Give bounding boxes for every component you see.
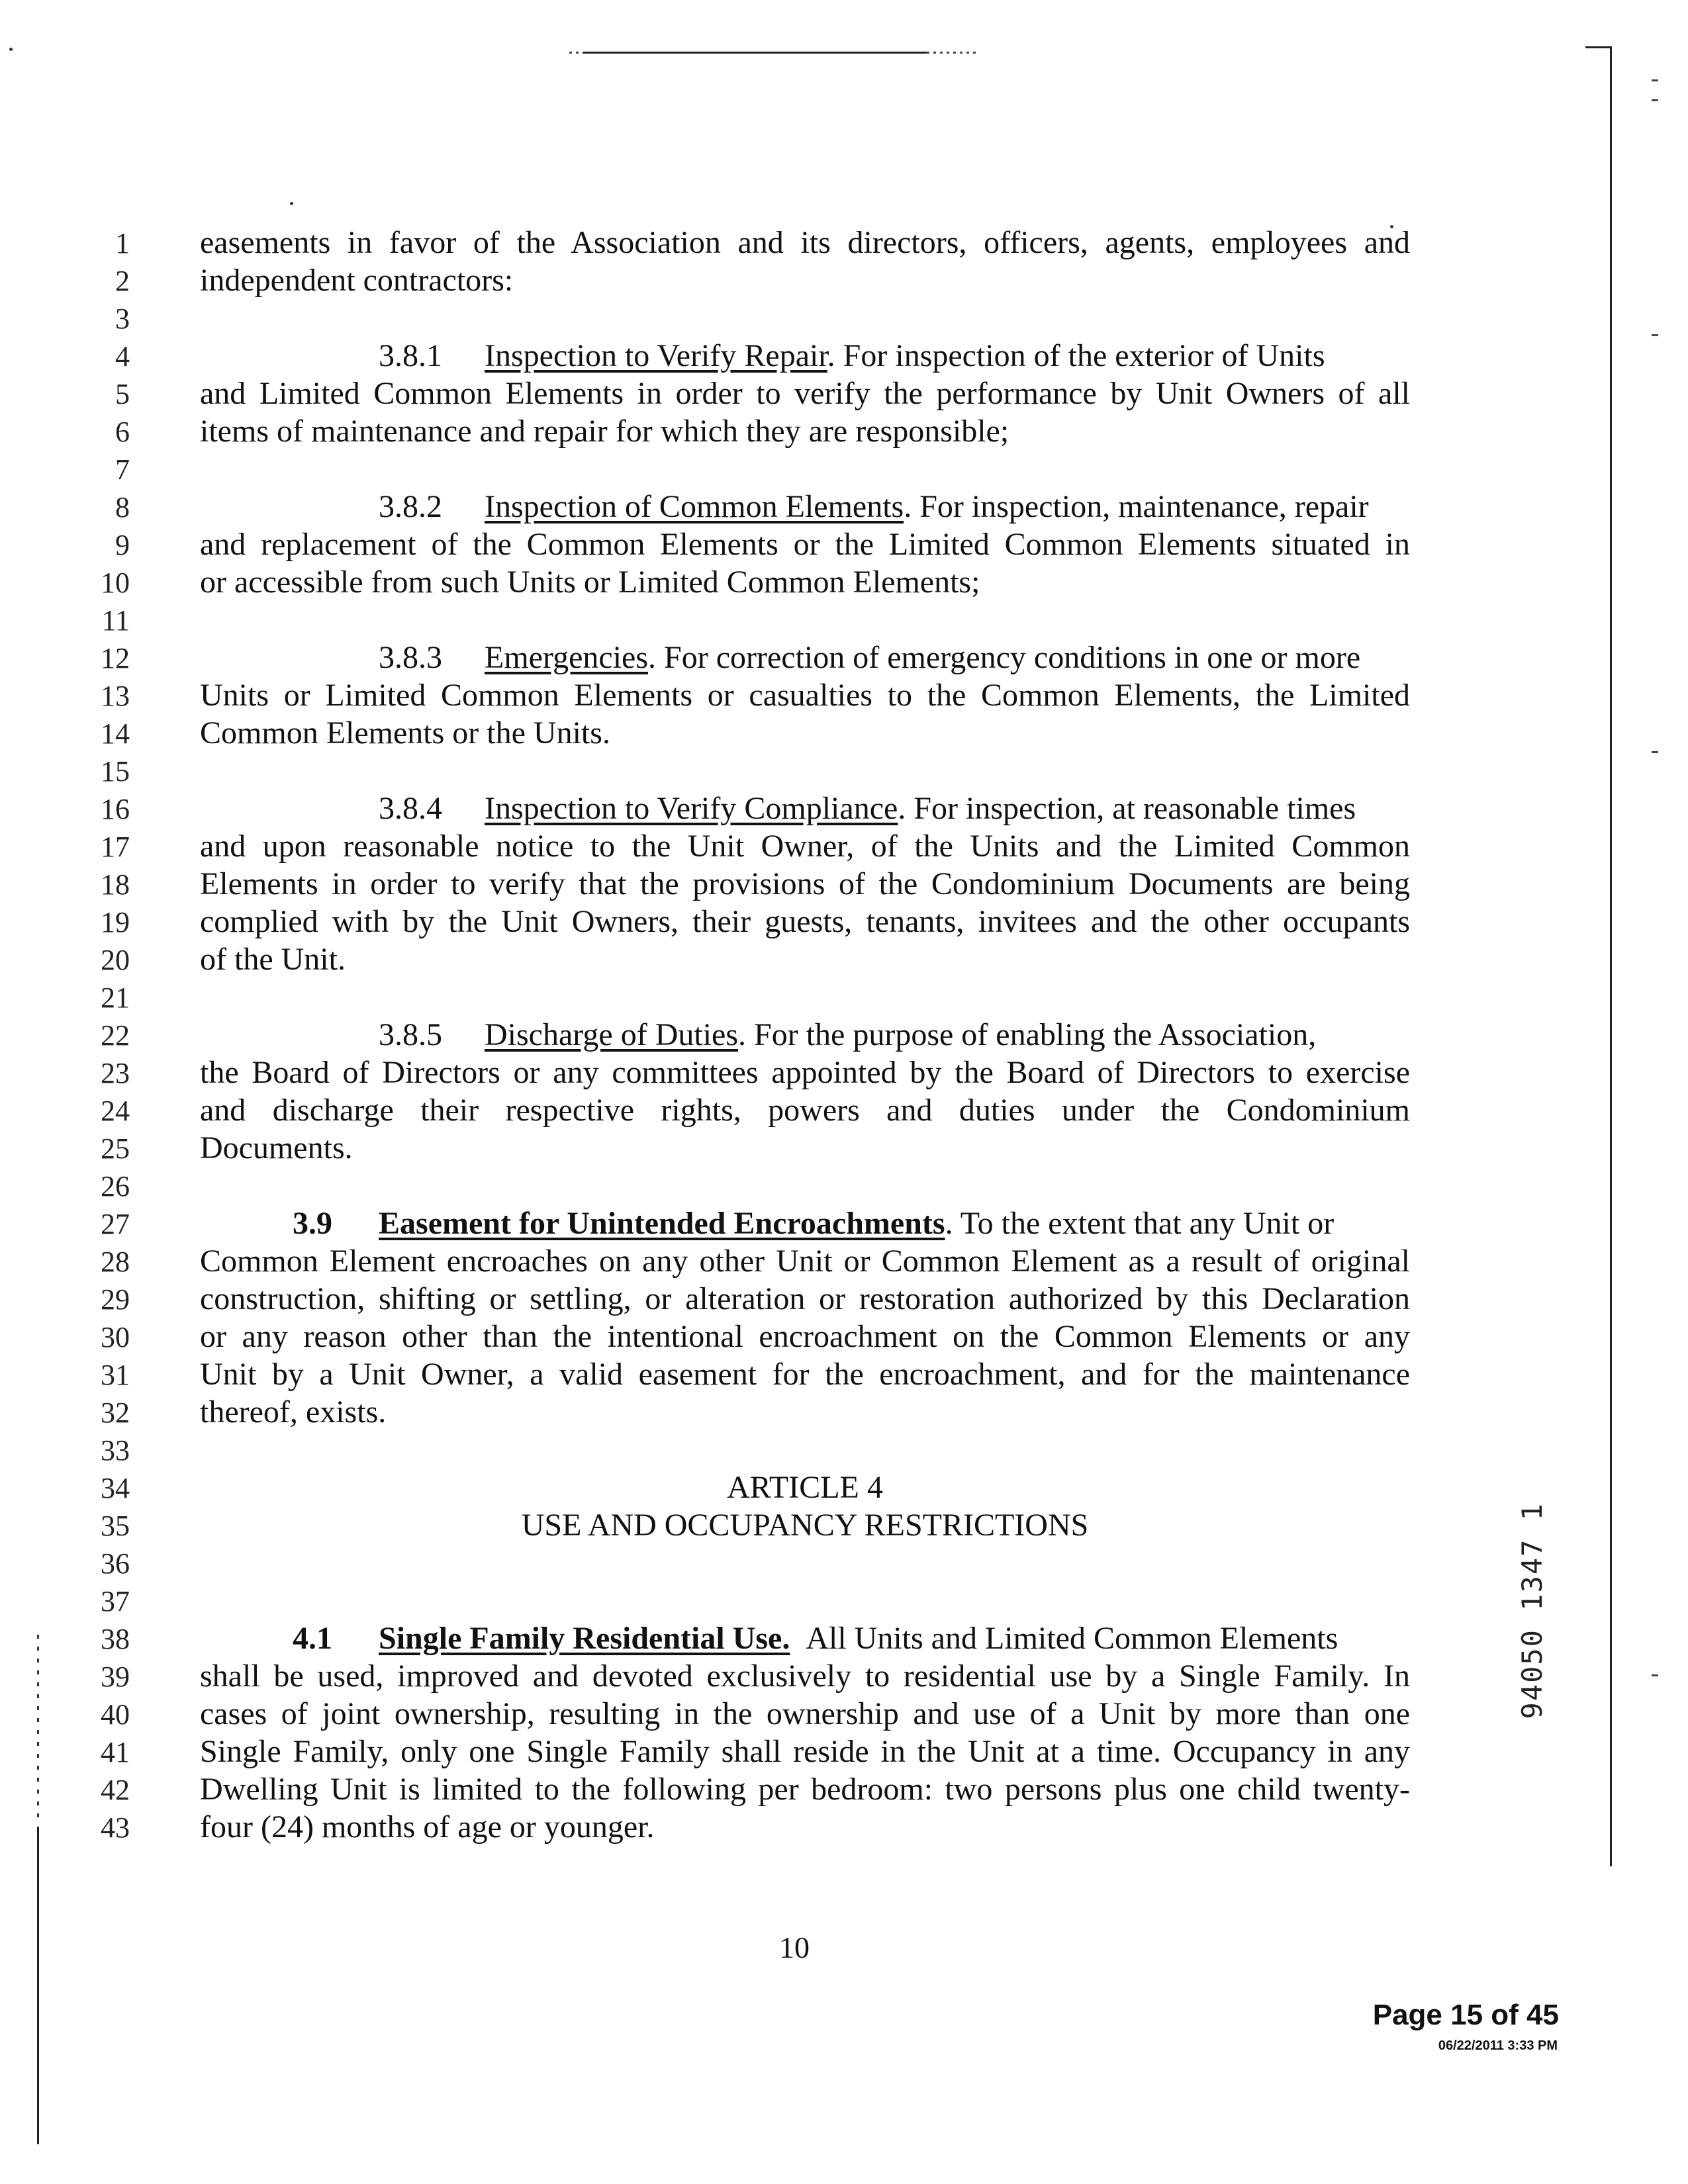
line-number: 33 xyxy=(101,1434,130,1467)
section-3-8-1 xyxy=(200,337,1410,375)
line-number: 6 xyxy=(115,416,130,448)
section-number: 3.8.1 xyxy=(379,338,442,373)
section-text: . For inspection of the exterior of Units xyxy=(827,338,1325,373)
body-line: Common Element encroaches on any other Unit or Common Element as a result of original xyxy=(200,1244,1410,1279)
line-number: 4 xyxy=(115,340,130,373)
line-number: 37 xyxy=(101,1585,130,1617)
body-line: shall be used, improved and devoted exclusively to residential use by a Single Family. In xyxy=(200,1659,1410,1694)
line-number: 27 xyxy=(101,1208,130,1240)
scan-right-edge xyxy=(1610,46,1612,1866)
line-number: 26 xyxy=(101,1170,130,1203)
scan-edge-tick xyxy=(1652,751,1658,753)
section-number: 3.8.3 xyxy=(379,640,442,675)
line-number: 24 xyxy=(101,1095,130,1127)
line-number: 2 xyxy=(115,265,130,297)
scan-right-edge-cap xyxy=(1585,46,1612,48)
section-3-8-5 xyxy=(200,1016,1410,1054)
body-line: complied with by the Unit Owners, their guests, tenants, invitees and the other occupants xyxy=(200,904,1410,939)
body-line: Elements in order to verify that the provisions of the Condominium Documents are being xyxy=(200,866,1410,901)
line-number: 29 xyxy=(101,1283,130,1316)
body-line: of the Unit. xyxy=(200,942,346,977)
line-number: 7 xyxy=(115,453,130,486)
scan-speck xyxy=(290,202,293,205)
line-number: 18 xyxy=(101,868,130,901)
line-number: 22 xyxy=(101,1019,130,1052)
body-line: and replacement of the Common Elements or the Limited Common Elements situated in xyxy=(200,527,1410,562)
line-number: 15 xyxy=(101,755,130,788)
line-number: 9 xyxy=(115,529,130,561)
line-number: 32 xyxy=(101,1396,130,1429)
line-number: 21 xyxy=(101,981,130,1014)
line-number: 11 xyxy=(101,604,130,637)
recording-stamp-datetime: 06/22/2011 3:33 PM xyxy=(1438,2038,1558,2053)
section-3-8-4 xyxy=(200,790,1410,828)
line-number: 30 xyxy=(101,1321,130,1353)
line-number: 17 xyxy=(101,831,130,863)
line-number: 43 xyxy=(101,1811,130,1844)
scan-left-edge xyxy=(37,1827,39,2144)
body-line: items of maintenance and repair for which they are responsible; xyxy=(200,414,1009,449)
body-line: cases of joint ownership, resulting in the ownership and use of a Unit by more than one xyxy=(200,1696,1410,1731)
body-line: Dwelling Unit is limited to the following per bedroom: two persons plus one child twenty- xyxy=(200,1772,1410,1807)
scan-edge-tick xyxy=(1652,1674,1658,1676)
body-line: Units or Limited Common Elements or casualties to the Common Elements, the Limited xyxy=(200,678,1410,713)
body-line: or any reason other than the intentional encroachment on the Common Elements or any xyxy=(200,1319,1410,1354)
body-line: Documents. xyxy=(200,1130,353,1165)
article-heading: ARTICLE 4 xyxy=(727,1470,883,1505)
section-number: 3.8.5 xyxy=(379,1017,442,1052)
section-text: All Units and Limited Common Elements xyxy=(806,1621,1338,1656)
section-title: Inspection to Verify Compliance xyxy=(485,791,898,826)
line-number: 14 xyxy=(101,717,130,750)
section-title: Inspection to Verify Repair xyxy=(485,338,827,373)
body-line: and upon reasonable notice to the Unit Owner, of the Units and the Limited Common xyxy=(200,829,1410,864)
body-line: construction, shifting or settling, or alteration or restoration authorized by this Declaration xyxy=(200,1281,1410,1316)
body-line: the Board of Directors or any committees appointed by the Board of Directors to exercise xyxy=(200,1055,1410,1090)
body-line: thereof, exists. xyxy=(200,1394,387,1430)
body-line: Unit by a Unit Owner, a valid easement for the encroachment, and for the maintenance xyxy=(200,1357,1410,1392)
line-number: 12 xyxy=(101,642,130,674)
section-3-8-2 xyxy=(200,488,1410,526)
line-number: 39 xyxy=(101,1661,130,1693)
page-number: 10 xyxy=(779,1931,810,1964)
body-line: and Limited Common Elements in order to verify the performance by Unit Owners of all xyxy=(200,376,1410,411)
recording-id-vertical: 94050 1347 1 xyxy=(1516,1502,1548,1719)
line-number: 36 xyxy=(101,1547,130,1580)
scan-top-rule xyxy=(583,52,927,54)
line-number: 16 xyxy=(101,793,130,825)
line-number: 31 xyxy=(101,1359,130,1391)
scan-edge-tick xyxy=(1652,99,1658,101)
section-number: 3.8.2 xyxy=(379,489,442,524)
section-title: Emergencies xyxy=(485,640,649,675)
line-number: 23 xyxy=(101,1057,130,1089)
body-line: or accessible from such Units or Limited Common Elements; xyxy=(200,565,980,600)
line-number: 28 xyxy=(101,1246,130,1278)
body-line: easements in favor of the Association and its directors, officers, agents, employees and xyxy=(200,225,1410,260)
section-number: 4.1 xyxy=(293,1621,332,1656)
body-line: and discharge their respective rights, powers and duties under the Condominium xyxy=(200,1093,1410,1128)
line-number: 38 xyxy=(101,1623,130,1655)
section-text: . For the purpose of enabling the Association, xyxy=(738,1017,1317,1052)
section-text: . For inspection, maintenance, repair xyxy=(904,489,1369,524)
recording-stamp-page: Page 15 of 45 xyxy=(1372,1999,1559,2031)
section-number: 3.8.4 xyxy=(379,791,442,826)
scan-edge-tick xyxy=(1652,334,1658,336)
scan-left-dashes xyxy=(37,1635,39,1820)
section-title: Easement for Unintended Encroachments xyxy=(379,1206,945,1241)
article-title: USE AND OCCUPANCY RESTRICTIONS xyxy=(521,1508,1089,1543)
section-title: Single Family Residential Use. xyxy=(379,1621,790,1656)
section-3-8-3 xyxy=(200,639,1410,677)
line-number: 3 xyxy=(115,302,130,335)
line-number: 25 xyxy=(101,1132,130,1165)
line-number: 8 xyxy=(115,491,130,523)
section-4-1 xyxy=(200,1619,1410,1658)
line-number: 40 xyxy=(101,1698,130,1731)
line-number: 5 xyxy=(115,378,130,410)
line-number: 10 xyxy=(101,567,130,599)
scan-edge-tick xyxy=(1652,79,1658,81)
section-3-9 xyxy=(200,1205,1410,1243)
line-number: 35 xyxy=(101,1510,130,1542)
line-number: 41 xyxy=(101,1736,130,1768)
section-title: Inspection of Common Elements xyxy=(485,489,904,524)
section-text: . To the extent that any Unit or xyxy=(945,1206,1335,1241)
section-title: Discharge of Duties xyxy=(485,1017,739,1052)
line-number: 34 xyxy=(101,1472,130,1504)
line-number: 13 xyxy=(101,680,130,712)
section-number: 3.9 xyxy=(293,1206,332,1241)
section-text: . For correction of emergency conditions in one or more xyxy=(648,640,1361,675)
line-number: 1 xyxy=(115,227,130,259)
section-text: . For inspection, at reasonable times xyxy=(898,791,1356,826)
body-line: four (24) months of age or younger. xyxy=(200,1809,655,1844)
body-line: independent contractors: xyxy=(200,263,514,298)
line-number: 42 xyxy=(101,1774,130,1806)
line-number: 19 xyxy=(101,906,130,938)
body-line: Single Family, only one Single Family shall reside in the Unit at a time. Occupancy in any xyxy=(200,1734,1410,1769)
line-number: 20 xyxy=(101,944,130,976)
body-line: Common Elements or the Units. xyxy=(200,715,610,751)
scan-speck xyxy=(9,48,13,51)
